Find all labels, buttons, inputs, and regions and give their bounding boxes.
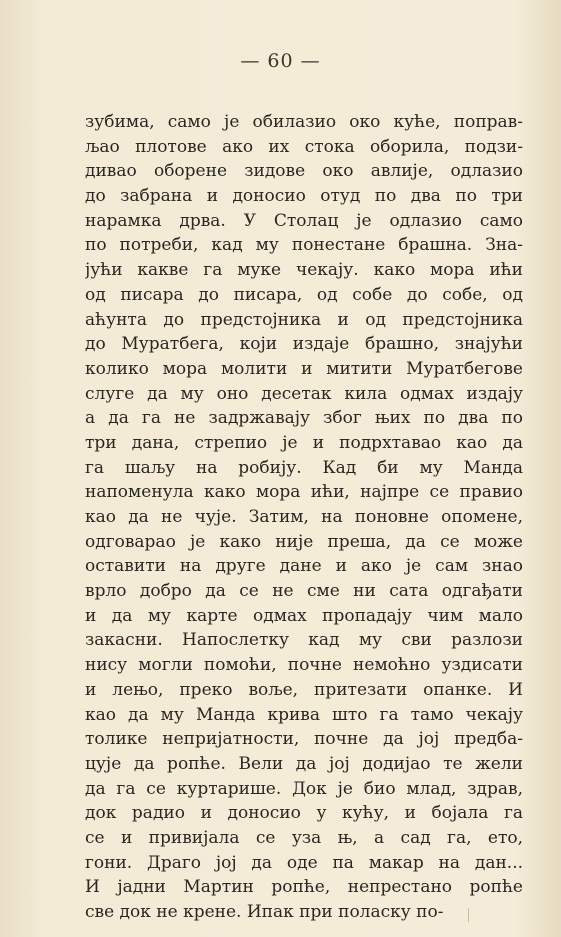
text-line: гони. Драго јој да оде па макар на дан...	[85, 852, 523, 873]
text-line: све док не крене. Ипак при поласку по-	[85, 902, 444, 922]
text-line: док радио и доносио у кућу, и бојала га	[85, 803, 523, 824]
text-line: слуге да му оно десетак кила одмах издају	[85, 383, 523, 404]
text-line: И јадни Мартин ропће, непрестано ропће	[85, 877, 523, 898]
text-line: га шаљу на робију. Кад би му Манда	[85, 457, 523, 478]
page-edge-mark	[468, 908, 469, 922]
text-line: оставити на друге дане и ако је сам знао	[85, 556, 523, 577]
text-line: од писара до писара, од собе до собе, од	[85, 284, 523, 305]
text-line: три дана, стрепио је и подрхтавао као да	[85, 432, 523, 453]
text-line: цује да ропће. Вели да јој додијао те жели	[85, 753, 523, 774]
text-line: колико мора молити и митити Муратбегове	[85, 358, 523, 379]
text-line: по потреби, кад му понестане брашна. Зна-	[85, 235, 523, 256]
text-line: нарамка дрва. У Столац је одлазио само	[85, 210, 523, 231]
text-line: напоменула како мора ићи, најпре се правио	[85, 482, 523, 503]
page-number: — 60 —	[240, 50, 321, 72]
text-line: као да не чује. Затим, на поновне опомене,	[85, 507, 523, 527]
text-line: дивао оборене зидове око авлије, одлазио	[85, 161, 523, 182]
text-line: и да му карте одмах пропадају чим мало	[85, 605, 523, 626]
text-line: се и привијала се уза њ, а сад га, ето,	[85, 827, 523, 848]
text-line: а да га не задржавају због њих по два по	[85, 408, 523, 429]
text-line: зубима, само је обилазио око куће, поправ-	[85, 112, 523, 132]
text-line: јући какве га муке чекају. како мора ићи	[85, 260, 523, 281]
text-line: до забрана и доносио отуд по два по три	[85, 186, 523, 207]
text-line: закасни. Напослетку кад му сви разлози	[85, 630, 523, 651]
text-line: одговарао је како није прешa, да се може	[85, 531, 523, 552]
text-line: нису могли помоћи, почне немоћно уздисати	[85, 655, 523, 676]
text-line: толике непријатности, почне да јој предба-	[85, 729, 523, 750]
text-line: до Муратбега, који издаје брашно, знајући	[85, 334, 523, 355]
text-line: врло добро да се не сме ни сата одгађати	[85, 581, 523, 602]
text-line: да га се куртарише. Док је био млад, здрав,	[85, 778, 523, 799]
text-block	[85, 110, 523, 925]
text-line: аћунта до предстојника и од предстојника	[85, 309, 523, 330]
text-line: као да му Манда крива што га тамо чекају	[85, 704, 523, 725]
text-line: љао плотове ако их стока оборила, подзи-	[85, 136, 523, 157]
text-line: и лењо, преко воље, притезати опанке. И	[85, 679, 523, 700]
